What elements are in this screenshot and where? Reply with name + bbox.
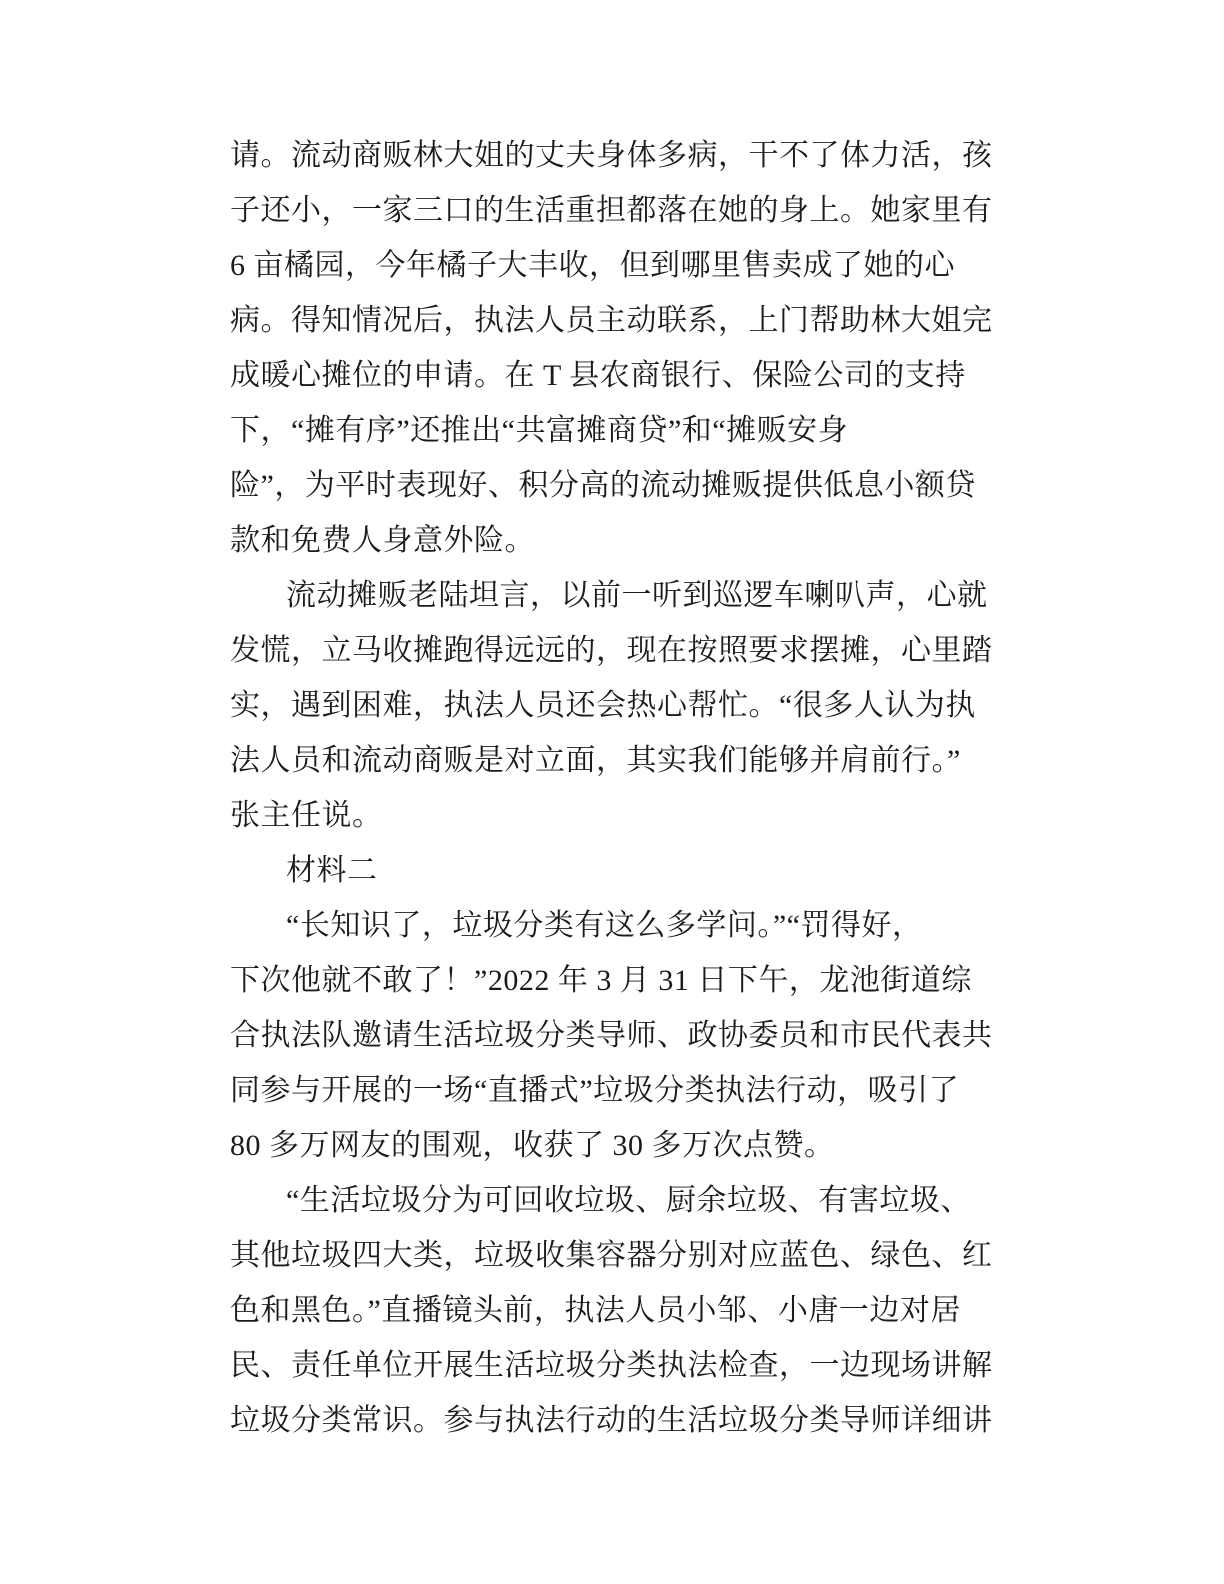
text-line: 病。得知情况后，执法人员主动联系，上门帮助林大姐完	[230, 304, 993, 337]
text-line: 张主任说。	[230, 799, 383, 832]
text-line: “生活垃圾分为可回收垃圾、厨余垃圾、有害垃圾、	[286, 1184, 971, 1217]
material-2-paragraph-1	[230, 898, 1002, 1173]
text-line: 下次他就不敢了！”2022 年 3 月 31 日下午，龙池街道综	[230, 964, 972, 997]
text-line: 同参与开展的一场“直播式”垃圾分类执法行动，吸引了	[230, 1074, 960, 1107]
text-line: 垃圾分类常识。参与执法行动的生活垃圾分类导师详细讲	[230, 1404, 993, 1437]
text-line: 发慌，立马收摊跑得远远的，现在按照要求摆摊，心里踏	[230, 634, 993, 667]
text-line: 流动摊贩老陆坦言，以前一听到巡逻车喇叭声，心就	[286, 579, 988, 612]
text-line: 其他垃圾四大类，垃圾收集容器分别对应蓝色、绿色、红	[230, 1239, 993, 1272]
text-line: 成暖心摊位的申请。在 T 县农商银行、保险公司的支持	[230, 359, 966, 392]
text-line: 子还小，一家三口的生活重担都落在她的身上。她家里有	[230, 194, 993, 227]
text-line: 6 亩橘园，今年橘子大丰收，但到哪里售卖成了她的心	[230, 249, 955, 282]
document-text-block	[230, 128, 1002, 1448]
text-line: 80 多万网友的围观，收获了 30 多万次点赞。	[230, 1129, 835, 1162]
text-line: 款和免费人身意外险。	[230, 524, 535, 557]
text-line: 材料二	[286, 854, 378, 887]
text-line: “长知识了，垃圾分类有这么多学问。”“罚得好，	[286, 909, 923, 942]
text-line: 色和黑色。”直播镜头前，执法人员小邹、小唐一边对居	[230, 1294, 961, 1327]
text-line: 民、责任单位开展生活垃圾分类执法检查，一边现场讲解	[230, 1349, 993, 1382]
material-1-body-continued	[230, 128, 1002, 568]
text-line: 合执法队邀请生活垃圾分类导师、政协委员和市民代表共	[230, 1019, 993, 1052]
material-2-heading	[230, 843, 1002, 898]
material-1-vendor-quote-paragraph	[230, 568, 1002, 843]
text-line: 实，遇到困难，执法人员还会热心帮忙。“很多人认为执	[230, 689, 976, 722]
material-2-paragraph-2	[230, 1173, 1002, 1448]
text-line: 请。流动商贩林大姐的丈夫身体多病，干不了体力活，孩	[230, 139, 993, 172]
text-line: 下，“摊有序”还推出“共富摊商贷”和“摊贩安身	[230, 414, 849, 447]
text-line: 法人员和流动商贩是对立面，其实我们能够并肩前行。”	[230, 744, 961, 777]
text-line: 险”，为平时表现好、积分高的流动摊贩提供低息小额贷	[230, 469, 976, 502]
